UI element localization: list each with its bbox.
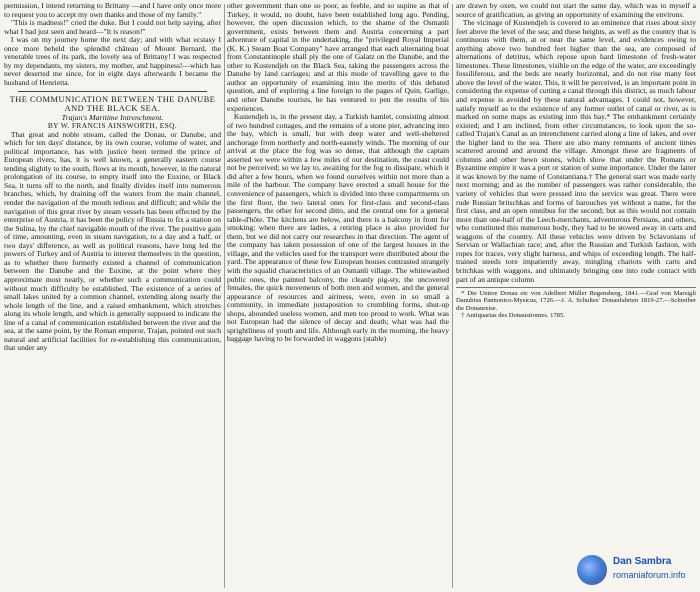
paragraph: The vicinage of Kustendjeh is covered to an eminence that rises about sixty feet above the level of the sea; and these heights, as well as the country that is continuous with them, at or near the same level, and evidences owing to anything above two hundred feet higher than the sea, are composed of alternations of detritus, which repose upon hard limestone of fresh-water limestones. These limestones, visible on the edge of the water, are exceedingly fossiliferous, and the beds are nearly horizontal, and do not rise many feet above the level of the water. This, it will be perceived, is an important point in considering the expense of cutting a canal through this district, as much labour and expense is avoided by these natural advantages. I could not, however, satisfy myself as to the existence of any former outlet of canal or river, as is marked on some maps as existing into this bay.* The embankment certainly existed; and I am inclined, from other circumstances, to look upon the so-called Trajan's Canal as an intrenchment carried along a line of lakes, and over the higher land to the sea. There are also many remnants of ancient times scattered around and around the village. Amongst these are fragments of columns and other hewn stones, which show that under the Romans or Byzantine empire it was a port or station of some importance. Under the latter it was known by the name of Constantiana.† The general start was made early next morning; and as the number of passengers was rather considerable, the variety of vehicles that were pressed into the service was great. There were rude Russian britschkas and forms of barouches yet without a name, for the first class, and an open omnibus for the second; but as this would not contain more than one-half of the Leech-merchants, adventurous Persians, and others, who constituted this numerous body, they had to be stowed away in carts and waggons of the country. All these vehicles were driven by Sclavonians of Servian or Wallachian race; and, after the Russian and Turkish fashion, with ropes for traces, very slight harness, and whips of exceeding length. The half-trained steeds tore impatiently away, mingling chariots with carts and britchkas with waggons, and ultimately bringing one into rude contact with part of an antique column	[456, 18, 696, 284]
section-divider	[18, 91, 207, 92]
paragraph: Kustendjeh is, in the present day, a Turkish hamlet, consisting almost of two hundred cottages, and the remains of a stone pier, advancing into the bay, which is small, but with deep water and well-sheltered anchorage from northerly and north-easterly winds. The morning of our arrival at the place the fog was so dense, that although the captain asserted we were within a few miles of our destination, the coast could not be perceived; so we lay to, awaiting for the fog to dissipate, which it did after a few hours, when we found ourselves within not more than a mile of the harbour. The company have erected a small house for the convenience of passengers, which is divided into three compartments on the first floor, the two lateral ones for first-class and second-class passengers, the other for second ditto, and the central one for a general table-d'hôte. The kitchens are below, and there is a balcony in front for smoking; when there are ladies, a retiring place is also provided for them, but we did not carry our researches in that direction. The agent of the company has taken possession of one of the largest houses in the village, and the vehicles used for the transport were distributed about the yard. The appearance of these few European houses contrasted strangely with the squalid characteristics of an Osmanli village. The whitewashed public ones, the painted balcony, the cleanly pig-sty, the uncovered females, the quick movements of both men and women, and the general appearance of resources and airiness, were, even in so small a community, in immediate juxtaposition to crumbling forms, shut-up shops, abounded useless women, and men too proud to work. What was not European had the silence of decay and death; what was had the sprightliness of youth and life. Although early in the morning, the heavy baggage having to be forwarded in waggons (stable)	[227, 112, 449, 344]
article-byline: BY W. FRANCIS AINSWORTH, ESQ.	[47, 121, 178, 131]
paragraph: "This is madness!" cried the duke. But I could not help saying, after what I had just seen and heard—"It is reason!"	[4, 18, 221, 36]
column-rule	[452, 4, 453, 588]
paragraph: That great and noble stream, called the Donau, or Danube, and which for ten days' distance, by its own course, volume of water, and political importance, has with justice been termed the prince of European rivers, has, it is well known, a generally eastern course tending slightly to the south, flows at its mouth, however, in the natural prolongation of its course, to empty itself into the Euxine, or Black Sea, it turns off to the north, and finally divides itself into numerous branches, which, by draining off the waters from the main channel, render the navigation of the mouth tedious and difficult; and while the navigation of this great river by steam vessels has been effected by the enterprise of Austria, it has been the policy of Russia to fix a station on the Sulina, by the chief navigable mouth of the river. The positive gain of time, amounting, even in steam navigation, to a day and a half, or two days' difference, as well as political reasons, have long led the powers of Turkey and of Austria to interest themselves in the question, as to whether there formerly existed a channel of communication between the Danube and the Euxine, at the point where they approximate most nearly, or whether such a communication could without much difficulty be established. The existence of a series of small lakes united by a common channel, extending along nearly the whole length of the line, and a raised embankment, which stretches along its whole length, and which is generally supposed to indicate the line of a canal of communication established between the river and the sea, at the same point, by the Roman emperor, Trajan, pointed out such natural and artificial facilities for re-establishing this communication, that under any	[4, 129, 221, 353]
watermark	[577, 552, 695, 588]
watermark-site: romaniaforum.info	[613, 570, 686, 580]
column-2	[227, 2, 449, 590]
watermark-name: Dan Sambra	[613, 556, 672, 567]
paragraph: permission, I intend returning to Brittany —and I have only once more to request you to accept my own thanks and those of my family."	[4, 2, 221, 19]
globe-logo-icon	[577, 555, 607, 585]
paragraph: I was on my journey home the next day; and with what ecstasy I once more beheld the splendid château of Mount Bernard, the venerable trees of its park, the lovely sea of Brittany! I was respected by my dependants, my sisters, my mother, and happiness!—which has never deserted me since, for in eight days afterwards I became the husband of Henrietta.	[4, 35, 221, 87]
footnote: * Die Untere Donau etc von Adelbert Müller Regensberg, 1841.—Graf von Marsigli Danubius Pannonico-Mysicus, 1726.—J. A. Schultes' Donaufahrten 1819-27.—Schreiber die Donaureise.	[456, 290, 696, 312]
article-subtitle: Trajan's Maritime Intrenchment.	[61, 112, 164, 122]
footnotes	[456, 287, 696, 320]
column-rule	[224, 4, 225, 588]
paragraph: are drawn by oxen, we could not start the same day, which was to myself a source of gratification, as giving an opportunity of examining the environs.	[456, 2, 696, 19]
column-3	[456, 2, 696, 590]
footnote: † Antiquarias des Donaustromes. 1785.	[461, 312, 565, 320]
paragraph: other government than one so poor, as feeble, and so supine as that of Turkey, it would, no doubt, have been established long ago. Pending, however, the open discussion which, to the shame of the Osmanli government, exists between them and Austria concerning a part adventure of capital in the undertaking, the "privileged Royal Imperial (K. K.) Steam Boat Company" have arranged that each alternating boat from Constantinople shall ply the one of Galatz on the Danube, and the other to Kustendjeh on the Black Sea, taking the passengers across the Danube by land carriages; and at this mode of travelling gave to the author an opportunity of examining into the merits of this debated question, and of exploring a line foreign to the pages of Quin, Garlige, and other Danube tourists, he has ventured to pen the results of his experiences.	[227, 2, 449, 113]
column-1	[4, 2, 221, 590]
article-title: THE COMMUNICATION BETWEEN THE DANUBE AND THE BLACK SEA.	[9, 95, 216, 114]
